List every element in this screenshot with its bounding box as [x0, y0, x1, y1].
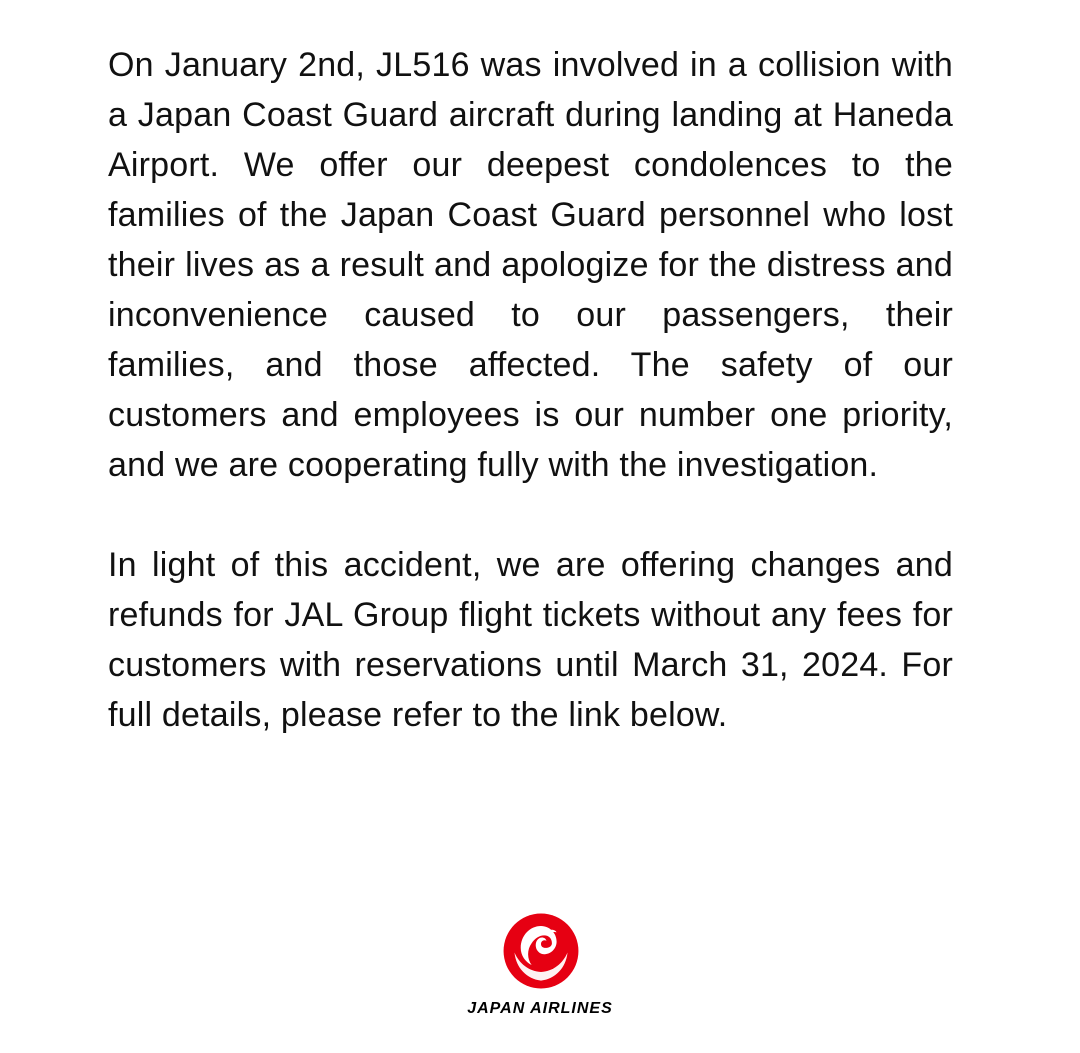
statement-paragraph-1: On January 2nd, JL516 was involved in a collision with a Japan Coast Guard aircraft during landing at Haneda Airport. We offer our deepest condolences to the families of the Japan Coast Guard personnel who lost their lives as a result and apologize for the distress and inconvenience caused to our passengers, their families, and those affected. The safety of our customers and employees is our number one priority, and we are cooperating fully with the investigation. [108, 46, 953, 484]
brand-footer [0, 912, 1080, 1032]
jal-crane-logo-icon [502, 912, 580, 990]
statement-body [108, 40, 953, 740]
statement-paragraph-2: In light of this accident, we are offering changes and refunds for JAL Group flight tickets without any fees for customers with reservations until March 31, 2024. For full details, please refer to the link below. [108, 546, 953, 734]
jal-logo-text: JAL [527, 955, 555, 972]
brand-name: JAPAN AIRLINES [467, 1000, 613, 1017]
